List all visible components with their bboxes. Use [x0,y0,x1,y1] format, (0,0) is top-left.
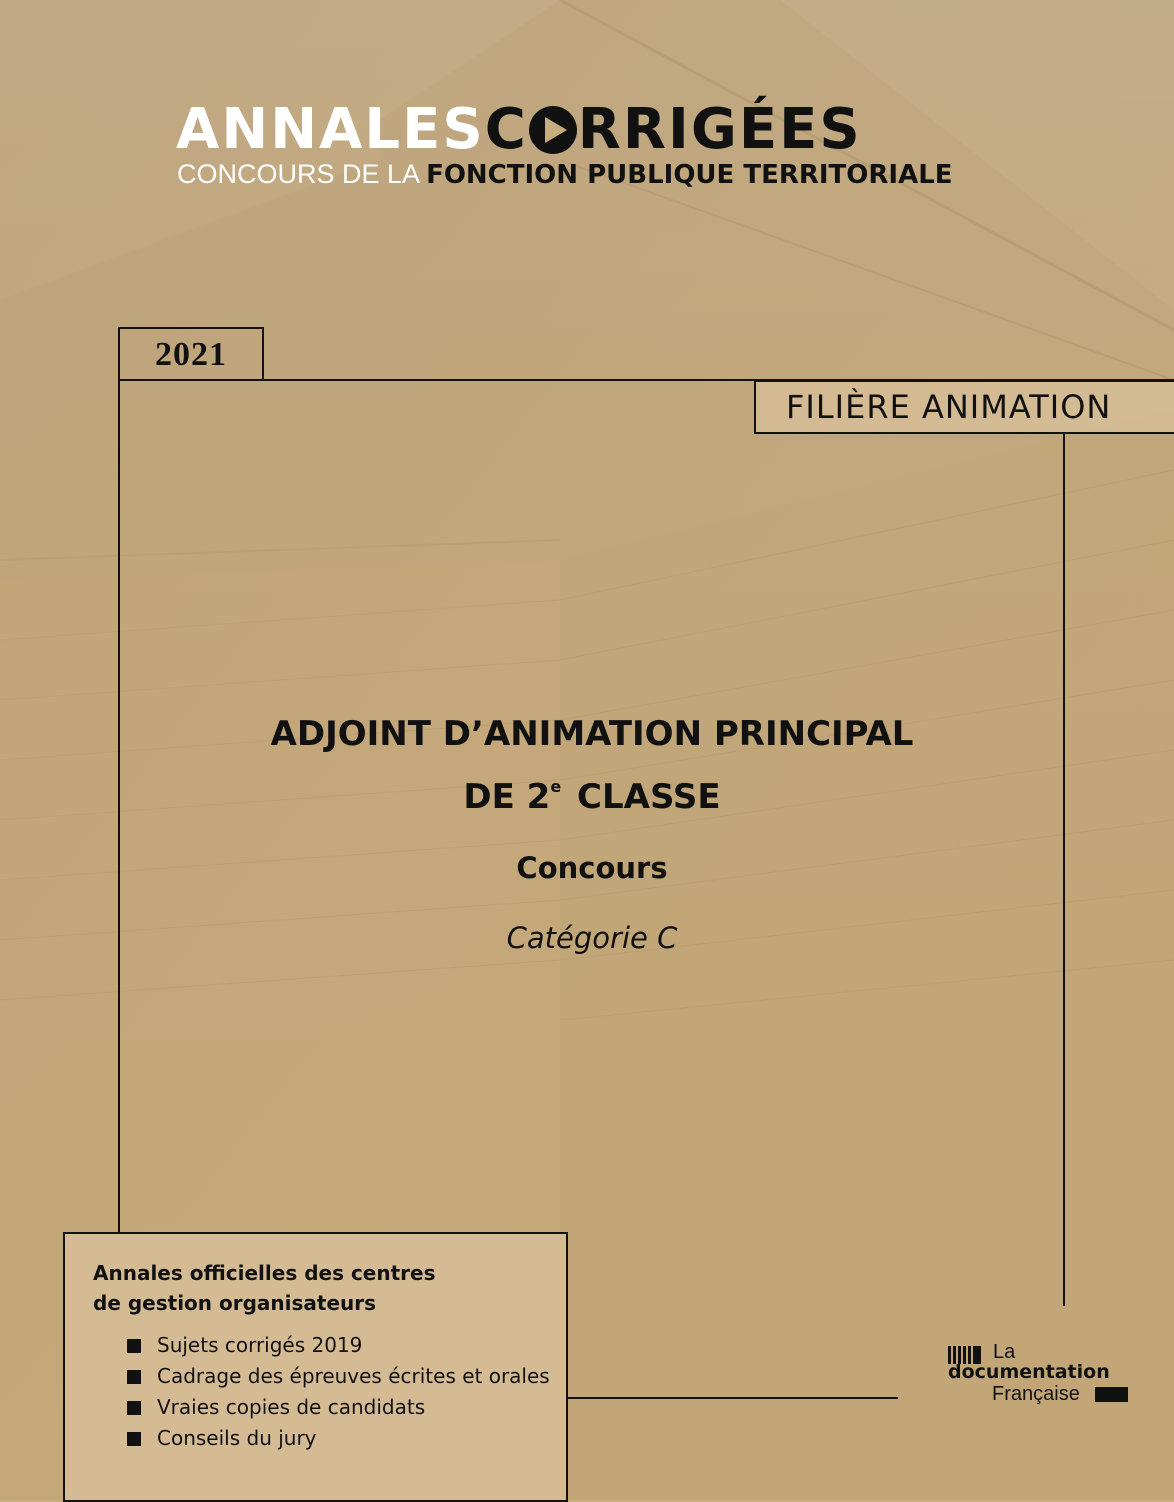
publisher-la: La [993,1341,1016,1363]
brand-subtitle-light: CONCOURS DE LA [177,159,427,189]
publisher-name: documentation [948,1361,1110,1383]
publisher-logo [948,1342,1133,1406]
brand-word-annales: ANNALES [176,97,485,162]
exam-title-line2-start: DE 2 [463,777,551,817]
list-item [127,1392,550,1423]
contents-heading-line2: de gestion organisateurs [93,1291,377,1315]
brand-title [176,97,862,162]
list-item [127,1423,550,1454]
exam-title-line1: ADJOINT D’ANIMATION PRINCIPAL [270,714,914,754]
contents-heading-line1: Annales officielles des centres [93,1261,436,1285]
list-item-label: Conseils du jury [157,1426,317,1450]
brand-corrigees-end: RRIGÉES [577,97,862,162]
publisher-block-icon [1095,1387,1128,1402]
contents-list [127,1330,550,1454]
series-brand [0,0,1174,200]
list-item-label: Vraies copies de candidats [157,1395,426,1419]
contents-heading [93,1258,533,1318]
contents-box [63,1232,568,1502]
list-item-label: Cadrage des épreuves écrites et orales [157,1364,550,1388]
ordinal-superscript: e [550,777,562,796]
list-item-label: Sujets corrigés 2019 [157,1333,363,1357]
exam-title-line2 [120,765,1064,819]
brand-corrigees-start: C [484,97,528,162]
exam-title-line2-end: CLASSE [565,777,721,817]
list-item [127,1361,550,1392]
exam-category: Catégorie C [506,921,678,955]
play-arrow-icon [529,106,577,154]
brand-subtitle [177,158,953,190]
brand-word-corrigees [485,97,862,162]
publisher-country: Française [992,1383,1080,1405]
frame-bottom-line [568,1397,898,1399]
list-item [127,1330,550,1361]
brand-subtitle-bold: FONCTION PUBLIQUE TERRITORIALE [426,160,953,190]
exam-type: Concours [516,851,668,885]
square-bullet-icon [127,1432,141,1446]
square-bullet-icon [127,1339,141,1353]
year-tab: 2021 [118,327,264,381]
filiere-label: FILIÈRE ANIMATION [754,380,1174,434]
square-bullet-icon [127,1370,141,1384]
square-bullet-icon [127,1401,141,1415]
